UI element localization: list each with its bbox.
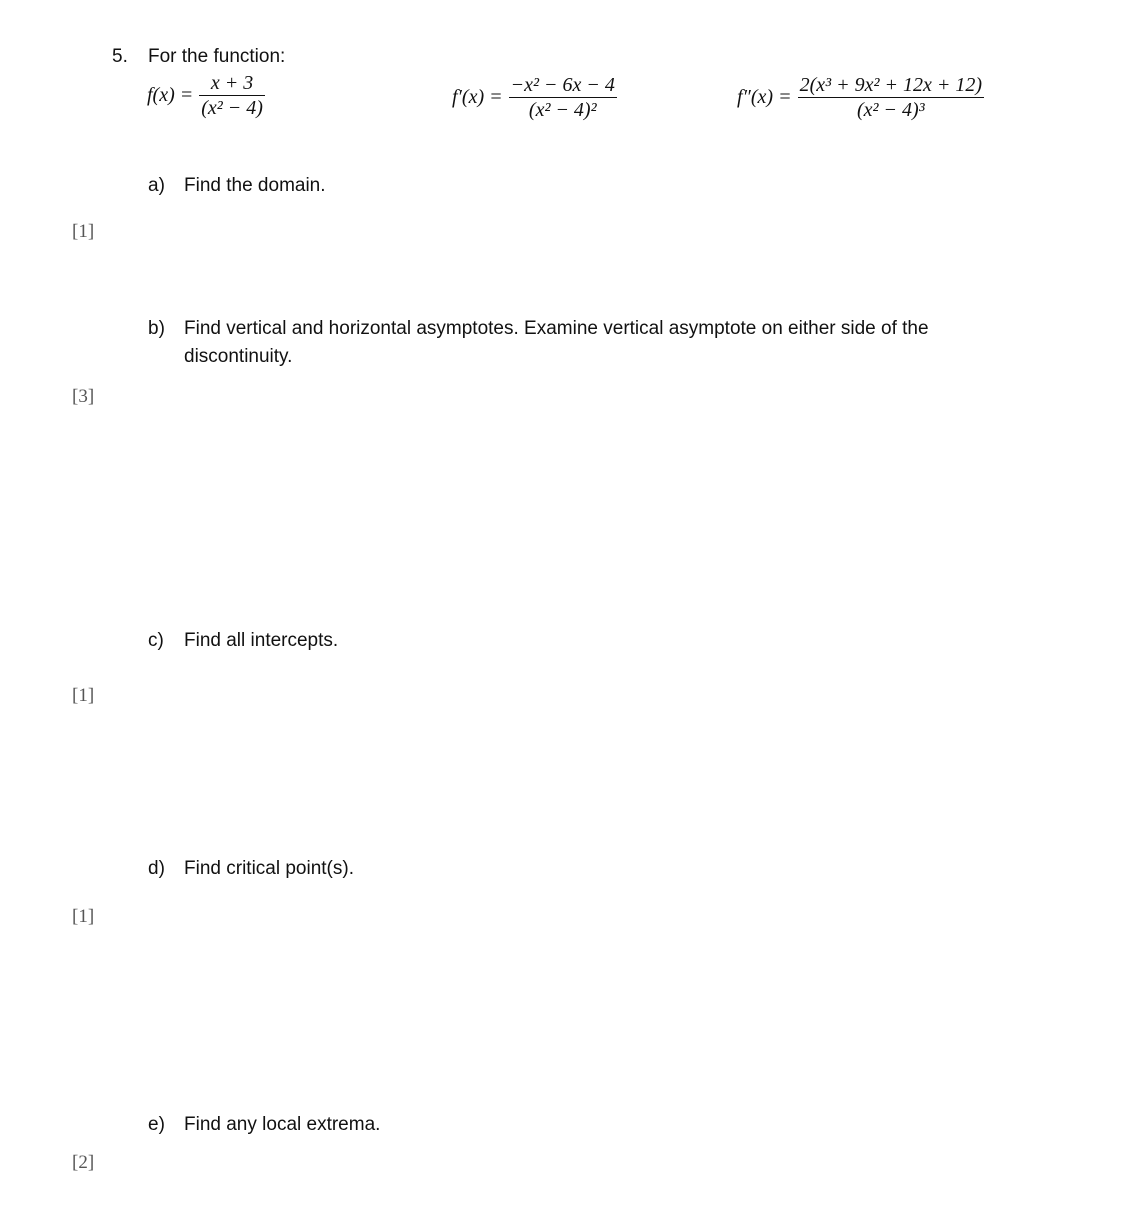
function-f-fraction xyxy=(199,72,265,119)
part-e-letter: e) xyxy=(148,1114,165,1135)
function-f xyxy=(147,72,265,119)
function-f-double-prime-numerator: 2(x³ + 9x² + 12x + 12) xyxy=(799,74,983,96)
part-c-text: Find all intercepts. xyxy=(184,630,339,651)
function-f-lhs: f(x) = xyxy=(147,84,194,106)
function-f-double-prime-denominator: (x² − 4)³ xyxy=(798,97,984,121)
part-c-letter: c) xyxy=(148,630,164,651)
function-f-prime-numerator: −x² − 6x − 4 xyxy=(510,74,615,96)
part-a-text: Find the domain. xyxy=(184,175,326,196)
part-e-marks: [2] xyxy=(72,1152,95,1173)
function-f-prime-lhs: f′(x) = xyxy=(452,86,503,108)
question-title: For the function: xyxy=(148,46,286,67)
part-b-marks: [3] xyxy=(72,386,95,407)
part-d-letter: d) xyxy=(148,858,165,879)
part-b-letter: b) xyxy=(148,318,165,339)
function-f-prime-fraction xyxy=(509,74,617,121)
part-c-marks: [1] xyxy=(72,685,95,706)
part-a-letter: a) xyxy=(148,175,165,196)
function-f-denominator: (x² − 4) xyxy=(201,97,263,119)
part-a-marks: [1] xyxy=(72,221,95,242)
part-d-text: Find critical point(s). xyxy=(184,858,354,879)
question-number: 5. xyxy=(112,46,128,67)
function-f-prime xyxy=(452,74,617,121)
part-b-text: Find vertical and horizontal asymptotes. Examine vertical asymptote on either side of the discontinuity. xyxy=(184,318,929,367)
function-f-double-prime-lhs: f″(x) = xyxy=(737,86,792,108)
function-f-double-prime-fraction xyxy=(798,74,984,121)
part-d-marks: [1] xyxy=(72,906,95,927)
function-f-double-prime xyxy=(737,74,984,121)
function-f-numerator: x + 3 xyxy=(210,72,254,94)
function-f-prime-denominator: (x² − 4)² xyxy=(509,97,617,121)
part-e-text: Find any local extrema. xyxy=(184,1114,381,1135)
